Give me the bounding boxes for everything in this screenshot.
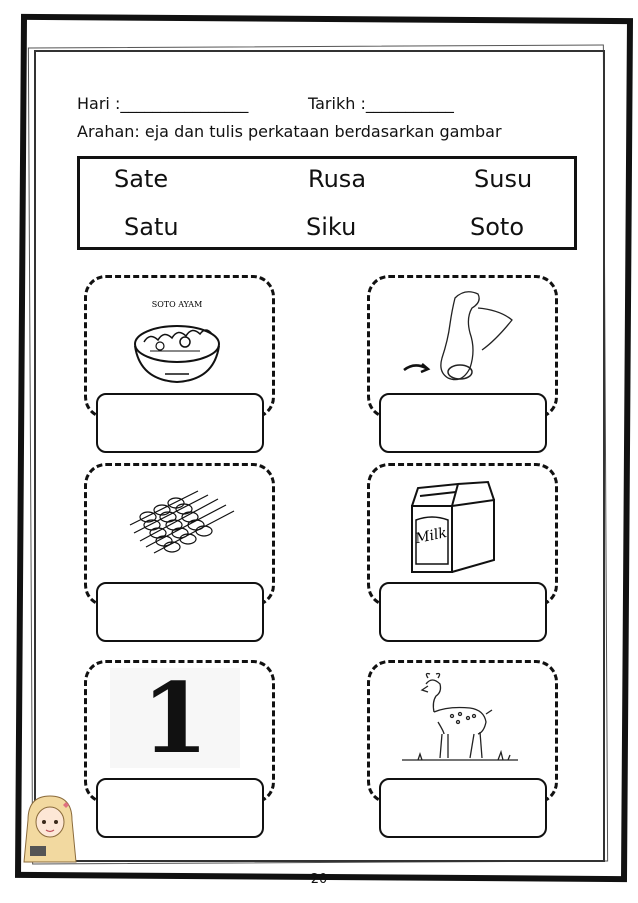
instruction-text: Arahan: eja dan tulis perkataan berdasarkan gambar xyxy=(77,122,502,141)
answer-box-susu[interactable] xyxy=(379,582,547,642)
word-bank xyxy=(77,156,577,250)
milk-carton-picture xyxy=(406,480,502,584)
hari-field[interactable]: Hari :________________ xyxy=(77,94,249,113)
answer-box-satu[interactable] xyxy=(96,778,264,838)
word-rusa: Rusa xyxy=(308,165,367,193)
mascot-girl-illustration xyxy=(20,790,82,872)
soto-caption: SOTO AYAM xyxy=(151,300,203,309)
word-siku: Siku xyxy=(306,213,357,241)
answer-box-sate[interactable] xyxy=(96,582,264,642)
word-satu: Satu xyxy=(124,213,179,241)
deer-picture xyxy=(398,672,523,771)
word-sate: Sate xyxy=(114,165,169,193)
word-susu: Susu xyxy=(474,165,533,193)
page-number: 20 xyxy=(310,872,328,887)
answer-box-siku[interactable] xyxy=(379,393,547,453)
number-one-picture xyxy=(110,662,240,775)
number-one: 1 xyxy=(141,662,209,775)
word-soto: Soto xyxy=(470,213,525,241)
tarikh-field[interactable]: Tarikh :___________ xyxy=(308,94,454,113)
elbow-picture xyxy=(400,288,525,392)
answer-box-soto[interactable] xyxy=(96,393,264,453)
soto-bowl-picture xyxy=(130,296,225,390)
milk-label: Milk xyxy=(413,524,449,548)
answer-box-rusa[interactable] xyxy=(379,778,547,838)
satay-picture xyxy=(128,485,238,569)
